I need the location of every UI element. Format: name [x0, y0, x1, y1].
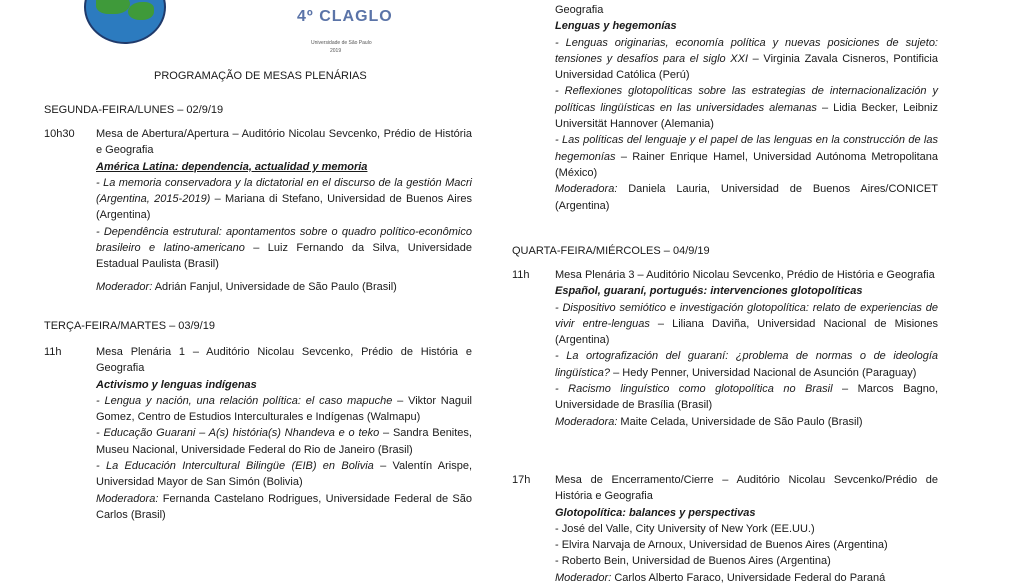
talk-item: - Educação Guarani – A(s) história(s) Nhandeva e o teko – Sandra Benites, Museu Nacional, Universidade Federal do Rio de Janeiro (Brasil)	[96, 427, 472, 456]
moderator-line: Moderador: Carlos Alberto Faraco, Universidade Federal do Paraná	[555, 571, 886, 584]
session-title: Mesa de Abertura/Apertura	[96, 128, 230, 140]
session-venue: – Auditório Nicolau Sevcenko, Prédio de História e Geografia	[634, 269, 935, 281]
moderator-line: Moderadora: Fernanda Castelano Rodrigues, Universidade Federal de São Carlos (Brasil)	[96, 492, 472, 521]
day-heading-tuesday: TERÇA-FEIRA/MARTES – 03/9/19	[44, 320, 215, 332]
session-plenary-3	[555, 267, 938, 430]
talk-item: - La memoria conservadora y la dictatorial en el discurso de la gestión Macri (Argentina, 2015-2019) – Mariana di Stefano, Universidad de Buenos Aires (Argentina)	[96, 176, 472, 222]
session-venue: – Auditório Nicolau Sevcenko, Prédio de História e Geografia	[96, 346, 472, 375]
session-opening	[96, 126, 472, 295]
talk-item: - Racismo linguístico como glotopolítica no Brasil – Marcos Bagno, Universidade de Brasília (Brasil)	[555, 383, 939, 412]
talk-item: - Reflexiones glotopolíticas sobre las estrategias de internacionalización y políticas lingüísticas en las universidades alemanas – Lidia Becker, Leibniz Universität Hannover (Alemania)	[555, 85, 938, 131]
session-time: 10h30	[44, 128, 75, 140]
session-time: 17h	[512, 474, 531, 486]
session-title: Mesa Plenária 3	[555, 269, 635, 281]
talk-item: - La Educación Intercultural Bilingüe (EIB) en Bolivia – Valentín Arispe, Universidad Mayor de San Simón (Bolivia)	[96, 460, 472, 489]
session-venue: – Auditório Nicolau Sevcenko, Prédio de História e Geografia	[96, 128, 473, 157]
session-theme: Activismo y lenguas indígenas	[96, 378, 257, 391]
talk-item: - Dependência estrutural: apontamentos sobre o quadro político-econômico brasileiro e latino-americano – Luiz Fernando da Silva, Universidade Estadual Paulista (Brasil)	[96, 225, 472, 271]
talk-item: - Las políticas del lenguaje y el papel de las lenguas en la construcción de las hegemonías – Rainer Enrique Hamel, Universidad Autónoma Metropolitana (México)	[555, 134, 938, 179]
day-heading-wednesday: QUARTA-FEIRA/MIÉRCOLES – 04/9/19	[512, 245, 710, 257]
session-closing	[555, 472, 938, 586]
session-theme: América Latina: dependencia, actualidad y memoria	[96, 160, 368, 173]
talk-item: - Dispositivo semiótico e investigación glotopolítica: relato de experiencias de vivir entre-lenguas – Liliana Daviña, Universidad Nacional de Misiones (Argentina)	[555, 301, 938, 347]
talk-item: - La ortografización del guaraní: ¿problema de normas o de ideología lingüística? – Hedy Penner, Universidad Nacional de Asunción (Paraguay)	[555, 350, 938, 379]
speaker-item: - José del Valle, City University of New York (EE.UU.)	[555, 522, 815, 535]
session-time: 11h	[44, 346, 62, 358]
year-caption: 2019	[330, 48, 342, 54]
continued-fragment: Geografia	[555, 4, 604, 16]
event-logo-text: 4º CLAGLO	[297, 8, 393, 25]
speaker-item: - Roberto Bein, Universidad de Buenos Aires (Argentina)	[555, 555, 831, 568]
moderator-line: Moderadora: Daniela Lauria, Universidad de Buenos Aires/CONICET (Argentina)	[555, 183, 938, 212]
university-caption: Universidade de São Paulo	[311, 40, 372, 46]
program-title: PROGRAMAÇÃO DE MESAS PLENÁRIAS	[154, 70, 367, 82]
session-theme: Español, guaraní, portugués: intervenciones glotopolíticas	[555, 285, 863, 298]
session-theme: Glotopolítica: balances y perspectivas	[555, 506, 756, 519]
session-time: 11h	[512, 269, 530, 281]
day-heading-monday: SEGUNDA-FEIRA/LUNES – 02/9/19	[44, 104, 224, 116]
globe-logo-icon	[84, 0, 166, 44]
session-theme: Lenguas y hegemonías	[555, 20, 677, 33]
session-title: Mesa Plenária 1	[96, 346, 186, 358]
session-plenary-2-cont	[555, 2, 938, 214]
moderator-line: Moderador: Adrián Fanjul, Universidade de São Paulo (Brasil)	[96, 280, 397, 293]
speaker-item: - Elvira Narvaja de Arnoux, Universidad de Buenos Aires (Argentina)	[555, 539, 888, 552]
session-plenary-1	[96, 344, 472, 523]
moderator-line: Moderadora: Maite Celada, Universidade de São Paulo (Brasil)	[555, 415, 863, 428]
session-venue: – Auditório Nicolau Sevcenko/Prédio de História e Geografia	[555, 474, 938, 503]
talk-item: - Lengua y nación, una relación política: el caso mapuche – Viktor Naguil Gomez, Centro de Estudios Interculturales e Indígenas (Walmapu)	[96, 394, 472, 424]
talk-item: - Lenguas originarias, economía política y nuevas posiciones de sujeto: tensiones y desafíos para el siglo XXI – Virginia Zavala Cisneros, Pontificia Universidad Católica (Perú)	[555, 36, 938, 82]
session-title: Mesa de Encerramento/Cierre	[555, 474, 714, 486]
